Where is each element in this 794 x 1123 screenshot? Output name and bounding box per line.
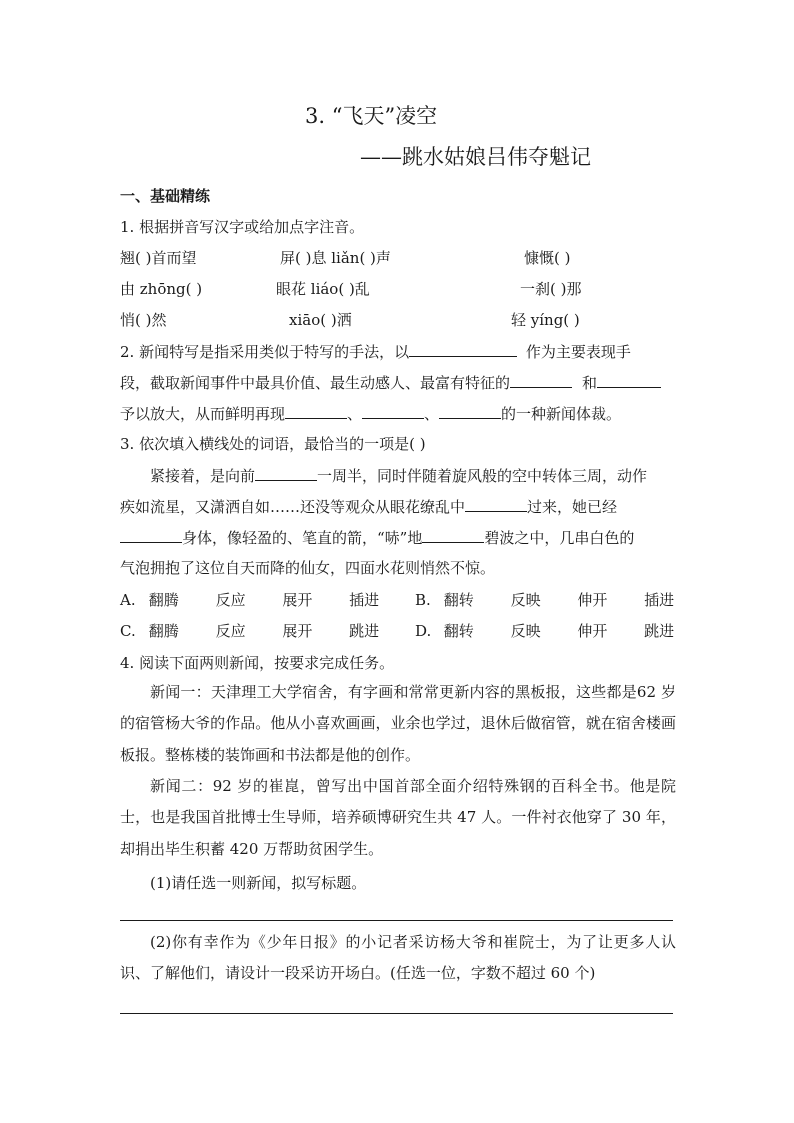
option-d[interactable]: D. 翻转 反映 伸开 跳进 bbox=[415, 622, 675, 640]
q1-item-1-3: 慷慨( ) bbox=[524, 249, 571, 267]
question-1-stem: 1. 根据拼音写汉字或给加点字注音。 bbox=[120, 218, 365, 236]
question-2-line-2 bbox=[120, 372, 661, 393]
q1-item-1-1: 翘( )首而望 bbox=[120, 249, 197, 267]
q2-text-g: 、 bbox=[424, 405, 440, 423]
option-a[interactable]: A. 翻腾 反应 展开 插进 bbox=[120, 591, 380, 609]
q1-item-1-2: 屏( )息 liǎn( )声 bbox=[280, 249, 391, 267]
q1-item-3-3: 轻 yíng( ) bbox=[511, 311, 580, 329]
answer-blank[interactable] bbox=[255, 465, 317, 481]
q2-text-c: 段，截取新闻事件中最具价值、最生动感人、最富有特征的 bbox=[120, 374, 511, 392]
q3-passage-line-3: 身体，像轻盈的、笔直的箭，“哧”地 碧波之中，几串白色的 bbox=[120, 527, 634, 548]
answer-blank[interactable] bbox=[465, 496, 527, 512]
q3-passage-line-1: 紧接着，是向前 一周半，同时伴随着旋风般的空中转体三周，动作 bbox=[150, 467, 648, 485]
news-1-paragraph: 新闻一：天津理工大学宿舍，有字画和常常更新内容的黑板报，这些都是62 岁的宿管杨大爷的作品。他从小喜欢画画，业余也学过，退休后做宿管，就在宿舍楼画板报。整栋楼的装饰画和书法都是他的创作。 bbox=[120, 683, 676, 764]
question-4-sub-1: (1)请任选一则新闻，拟写标题。 bbox=[150, 874, 367, 892]
q2-text-e: 予以放大，从而鲜明再现 bbox=[120, 405, 286, 423]
q2-text-b: 作为主要表现手 bbox=[525, 343, 631, 361]
q2-text-d: 和 bbox=[582, 374, 598, 392]
answer-blank[interactable] bbox=[510, 372, 572, 388]
q3-passage-line-2: 疾如流星，又潇洒自如……还没等观众从眼花缭乱中 过来，她已经 bbox=[120, 498, 618, 516]
answer-blank[interactable] bbox=[439, 403, 501, 419]
answer-blank[interactable] bbox=[597, 372, 661, 388]
option-label: C. bbox=[120, 622, 136, 640]
question-3-stem: 3. 依次填入横线处的词语，最恰当的一项是( ) bbox=[120, 435, 426, 453]
news-2-paragraph: 新闻二：92 岁的崔崑，曾写出中国首部全面介绍特殊钢的百科全书。他是院士，也是我国首批博士生导师，培养硕博研究生共 47 人。一件衬衣他穿了 30 年，却捐出毕生积蓄 420 万帮助贫困学生。 bbox=[120, 777, 676, 858]
answer-line[interactable] bbox=[120, 920, 673, 921]
q1-item-3-2: xiāo( )洒 bbox=[289, 311, 352, 329]
q3-passage-line-4: 气泡拥抱了这位自天而降的仙女，四面水花则悄然不惊。 bbox=[120, 559, 496, 577]
option-c[interactable]: C. 翻腾 反应 展开 跳进 bbox=[120, 622, 380, 640]
option-label: A. bbox=[120, 591, 136, 609]
answer-blank[interactable] bbox=[285, 403, 347, 419]
question-2-line-3 bbox=[120, 403, 621, 424]
answer-line[interactable] bbox=[120, 1013, 673, 1014]
answer-blank[interactable] bbox=[120, 527, 182, 543]
q1-item-2-2: 眼花 liáo( )乱 bbox=[276, 280, 370, 298]
option-b[interactable]: B. 翻转 反映 伸开 插进 bbox=[415, 591, 675, 609]
option-label: D. bbox=[415, 622, 432, 640]
answer-blank[interactable] bbox=[409, 341, 517, 357]
question-4-sub-2: (2)你有幸作为《少年日报》的小记者采访杨大爷和崔院士，为了让更多人认识、了解他们，请设计一段采访开场白。(任选一位，字数不超过 60 个) bbox=[120, 933, 676, 983]
option-label: B. bbox=[415, 591, 431, 609]
q1-item-3-1: 悄( )然 bbox=[120, 311, 167, 329]
q2-text-a: 2. 新闻特写是指采用类似于特写的手法，以 bbox=[120, 343, 410, 361]
answer-blank[interactable] bbox=[422, 527, 484, 543]
q1-item-2-1: 由 zhōng( ) bbox=[120, 280, 203, 298]
page-title: 3. “飞天”凌空 bbox=[305, 104, 438, 128]
question-2-line-1 bbox=[120, 341, 631, 362]
answer-blank[interactable] bbox=[362, 403, 424, 419]
page-subtitle: ——跳水姑娘吕伟夺魁记 bbox=[360, 145, 591, 169]
q2-text-f: 、 bbox=[347, 405, 363, 423]
question-4-stem: 4. 阅读下面两则新闻，按要求完成任务。 bbox=[120, 654, 395, 672]
q1-item-2-3: 一刹( )那 bbox=[520, 280, 582, 298]
q2-text-h: 的一种新闻体裁。 bbox=[501, 405, 622, 423]
section-heading: 一、基础精练 bbox=[120, 187, 211, 205]
